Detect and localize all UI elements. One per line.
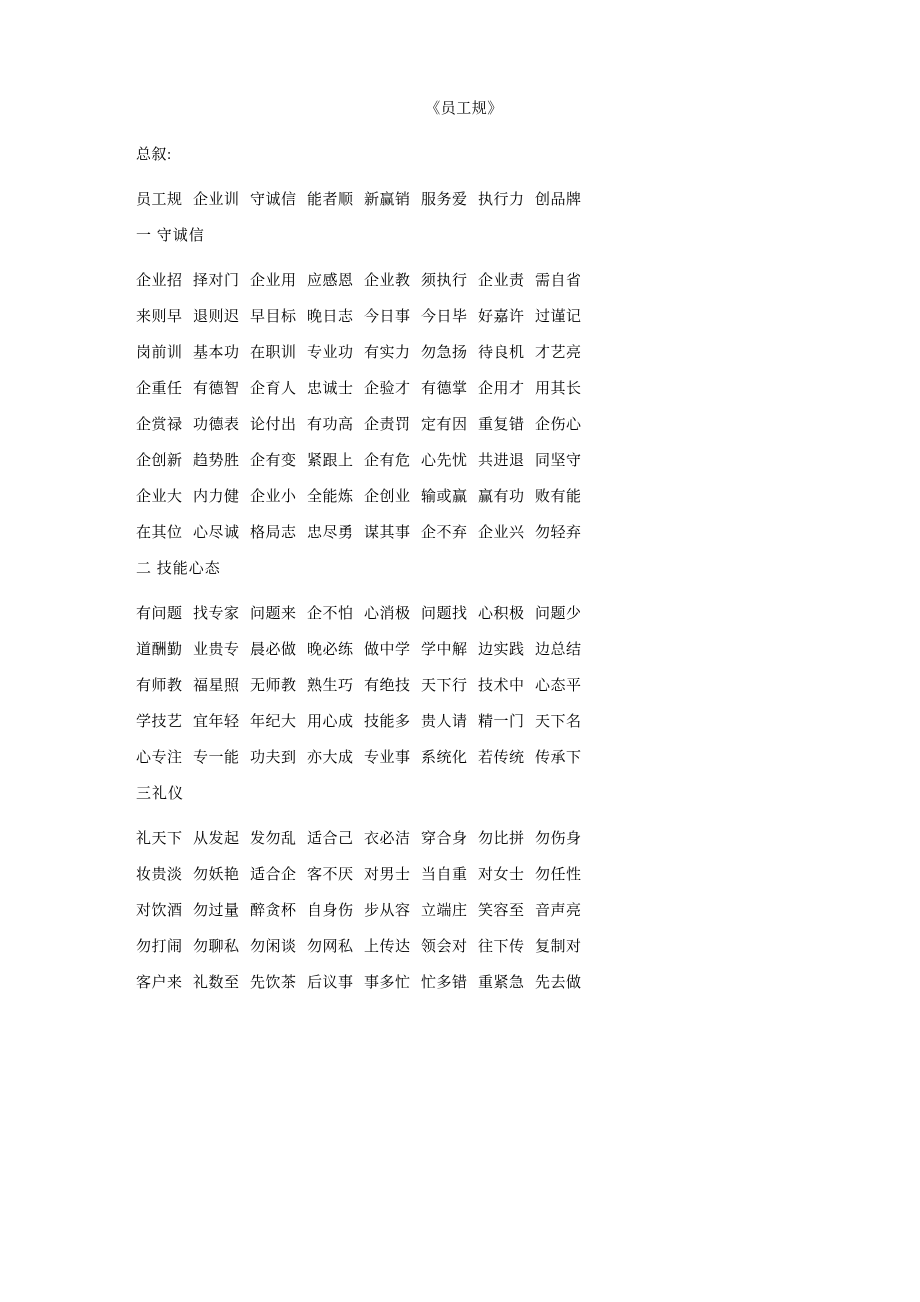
phrase-cell: 赢有功 bbox=[478, 489, 525, 505]
phrase-cell: 对女士 bbox=[478, 867, 525, 883]
phrase-cell: 共进退 bbox=[478, 453, 525, 469]
phrase-cell: 往下传 bbox=[478, 939, 525, 955]
phrase-cell: 员工规 bbox=[136, 192, 183, 208]
phrase-cell: 步从容 bbox=[364, 903, 411, 919]
phrase-cell: 企业大 bbox=[136, 489, 183, 505]
phrase-cell: 企业小 bbox=[250, 489, 297, 505]
phrase-cell: 今日事 bbox=[364, 309, 411, 325]
phrase-cell: 妆贵淡 bbox=[136, 867, 183, 883]
phrase-cell: 心尽诚 bbox=[193, 525, 240, 541]
phrase-cell: 企业用 bbox=[250, 273, 297, 289]
phrase-cell: 企有危 bbox=[364, 453, 411, 469]
phrase-row bbox=[136, 607, 792, 622]
phrase-cell: 来则早 bbox=[136, 309, 183, 325]
phrase-cell: 今日毕 bbox=[421, 309, 468, 325]
phrase-cell: 找专家 bbox=[193, 606, 240, 622]
preface-label: 总叙: bbox=[136, 147, 172, 163]
phrase-cell: 学技艺 bbox=[136, 714, 183, 730]
phrase-cell: 业贵专 bbox=[193, 642, 240, 658]
phrase-row bbox=[136, 904, 792, 919]
phrase-cell: 勿伤身 bbox=[535, 831, 582, 847]
phrase-row bbox=[136, 715, 792, 730]
phrase-cell: 勿过量 bbox=[193, 903, 240, 919]
phrase-cell: 有功高 bbox=[307, 417, 354, 433]
phrase-cell: 学中解 bbox=[421, 642, 468, 658]
phrase-row bbox=[136, 382, 792, 397]
phrase-cell: 企责罚 bbox=[364, 417, 411, 433]
phrase-cell: 无师教 bbox=[250, 678, 297, 694]
phrase-cell: 心先忧 bbox=[421, 453, 468, 469]
phrase-row bbox=[136, 274, 792, 289]
phrase-cell: 笑容至 bbox=[478, 903, 525, 919]
phrase-cell: 复制对 bbox=[535, 939, 582, 955]
phrase-cell: 勿打闹 bbox=[136, 939, 183, 955]
phrase-cell: 企业兴 bbox=[478, 525, 525, 541]
phrase-cell: 在职训 bbox=[250, 345, 297, 361]
phrase-cell: 音声亮 bbox=[535, 903, 582, 919]
phrase-cell: 勿妖艳 bbox=[193, 867, 240, 883]
phrase-cell: 天下行 bbox=[421, 678, 468, 694]
phrase-cell: 专业功 bbox=[307, 345, 354, 361]
section-heading: 一 守诚信 bbox=[136, 228, 205, 244]
section-rows bbox=[136, 607, 792, 766]
phrase-cell: 心专注 bbox=[136, 750, 183, 766]
phrase-cell: 晨必做 bbox=[250, 642, 297, 658]
phrase-cell: 忠尽勇 bbox=[307, 525, 354, 541]
phrase-cell: 企赏禄 bbox=[136, 417, 183, 433]
phrase-cell: 定有因 bbox=[421, 417, 468, 433]
phrase-cell: 熟生巧 bbox=[307, 678, 354, 694]
section-rows bbox=[136, 274, 792, 541]
phrase-cell: 择对门 bbox=[193, 273, 240, 289]
phrase-cell: 晚必练 bbox=[307, 642, 354, 658]
phrase-cell: 事多忙 bbox=[364, 975, 411, 991]
phrase-cell: 格局志 bbox=[250, 525, 297, 541]
phrase-cell: 败有能 bbox=[535, 489, 582, 505]
phrase-cell: 新赢销 bbox=[364, 192, 411, 208]
phrase-cell: 守诚信 bbox=[250, 192, 297, 208]
phrase-cell: 问题来 bbox=[250, 606, 297, 622]
phrase-cell: 客不厌 bbox=[307, 867, 354, 883]
phrase-cell: 有德智 bbox=[193, 381, 240, 397]
phrase-cell: 企验才 bbox=[364, 381, 411, 397]
phrase-cell: 趋势胜 bbox=[193, 453, 240, 469]
phrase-cell: 技能多 bbox=[364, 714, 411, 730]
phrase-cell: 企不弃 bbox=[421, 525, 468, 541]
phrase-cell: 全能炼 bbox=[307, 489, 354, 505]
section-rows bbox=[136, 832, 792, 991]
phrase-cell: 适合己 bbox=[307, 831, 354, 847]
phrase-cell: 企业教 bbox=[364, 273, 411, 289]
phrase-cell: 立端庄 bbox=[421, 903, 468, 919]
phrase-cell: 心态平 bbox=[535, 678, 582, 694]
phrase-cell: 醉贪杯 bbox=[250, 903, 297, 919]
phrase-cell: 有德掌 bbox=[421, 381, 468, 397]
phrase-cell: 勿网私 bbox=[307, 939, 354, 955]
phrase-cell: 在其位 bbox=[136, 525, 183, 541]
phrase-cell: 勿轻弃 bbox=[535, 525, 582, 541]
phrase-cell: 礼天下 bbox=[136, 831, 183, 847]
phrase-cell: 企育人 bbox=[250, 381, 297, 397]
phrase-cell: 贵人请 bbox=[421, 714, 468, 730]
phrase-cell: 天下名 bbox=[535, 714, 582, 730]
phrase-cell: 勿聊私 bbox=[193, 939, 240, 955]
phrase-cell: 勿闲谈 bbox=[250, 939, 297, 955]
phrase-row bbox=[136, 940, 792, 955]
phrase-cell: 精一门 bbox=[478, 714, 525, 730]
phrase-cell: 企用才 bbox=[478, 381, 525, 397]
phrase-cell: 道酬勤 bbox=[136, 642, 183, 658]
phrase-cell: 自身伤 bbox=[307, 903, 354, 919]
phrase-cell: 问题少 bbox=[535, 606, 582, 622]
phrase-row bbox=[136, 346, 792, 361]
phrase-cell: 福星照 bbox=[193, 678, 240, 694]
phrase-cell: 重紧急 bbox=[478, 975, 525, 991]
phrase-cell: 先饮茶 bbox=[250, 975, 297, 991]
phrase-cell: 谋其事 bbox=[364, 525, 411, 541]
phrase-cell: 技术中 bbox=[478, 678, 525, 694]
phrase-cell: 忙多错 bbox=[421, 975, 468, 991]
phrase-row bbox=[136, 679, 792, 694]
phrase-cell: 创品牌 bbox=[535, 192, 582, 208]
section-heading: 三礼仪 bbox=[136, 786, 185, 802]
phrase-cell: 用心成 bbox=[307, 714, 354, 730]
section-heading: 二 技能心态 bbox=[136, 561, 221, 577]
phrase-row bbox=[136, 976, 792, 991]
phrase-cell: 领会对 bbox=[421, 939, 468, 955]
phrase-cell: 有师教 bbox=[136, 678, 183, 694]
phrase-cell: 有实力 bbox=[364, 345, 411, 361]
preface-row bbox=[136, 193, 792, 208]
phrase-cell: 服务爱 bbox=[421, 192, 468, 208]
phrase-row bbox=[136, 526, 792, 541]
phrase-cell: 忠诚士 bbox=[307, 381, 354, 397]
phrase-cell: 勿比拼 bbox=[478, 831, 525, 847]
phrase-cell: 才艺亮 bbox=[535, 345, 582, 361]
phrase-cell: 当自重 bbox=[421, 867, 468, 883]
phrase-cell: 边总结 bbox=[535, 642, 582, 658]
phrase-cell: 应感恩 bbox=[307, 273, 354, 289]
phrase-row bbox=[136, 490, 792, 505]
phrase-cell: 晚日志 bbox=[307, 309, 354, 325]
phrase-cell: 企伤心 bbox=[535, 417, 582, 433]
phrase-cell: 先去做 bbox=[535, 975, 582, 991]
phrase-cell: 有问题 bbox=[136, 606, 183, 622]
phrase-cell: 企业招 bbox=[136, 273, 183, 289]
phrase-cell: 内力健 bbox=[193, 489, 240, 505]
phrase-cell: 企有变 bbox=[250, 453, 297, 469]
phrase-cell: 能者顺 bbox=[307, 192, 354, 208]
phrase-cell: 上传达 bbox=[364, 939, 411, 955]
phrase-cell: 企不怕 bbox=[307, 606, 354, 622]
phrase-cell: 功德表 bbox=[193, 417, 240, 433]
phrase-cell: 企重任 bbox=[136, 381, 183, 397]
phrase-cell: 功夫到 bbox=[250, 750, 297, 766]
phrase-cell: 待良机 bbox=[478, 345, 525, 361]
phrase-row bbox=[136, 832, 792, 847]
phrase-cell: 论付出 bbox=[250, 417, 297, 433]
phrase-cell: 边实践 bbox=[478, 642, 525, 658]
phrase-cell: 退则迟 bbox=[193, 309, 240, 325]
phrase-cell: 亦大成 bbox=[307, 750, 354, 766]
phrase-cell: 发勿乱 bbox=[250, 831, 297, 847]
phrase-cell: 从发起 bbox=[193, 831, 240, 847]
phrase-row bbox=[136, 643, 792, 658]
phrase-cell: 系统化 bbox=[421, 750, 468, 766]
phrase-cell: 早目标 bbox=[250, 309, 297, 325]
page-title: 《员工规》 bbox=[425, 101, 503, 117]
phrase-cell: 勿任性 bbox=[535, 867, 582, 883]
phrase-cell: 企业训 bbox=[193, 192, 240, 208]
phrase-cell: 企业责 bbox=[478, 273, 525, 289]
phrase-cell: 年纪大 bbox=[250, 714, 297, 730]
phrase-cell: 若传统 bbox=[478, 750, 525, 766]
phrase-cell: 宜年轻 bbox=[193, 714, 240, 730]
phrase-cell: 输或赢 bbox=[421, 489, 468, 505]
phrase-cell: 专业事 bbox=[364, 750, 411, 766]
phrase-cell: 对男士 bbox=[364, 867, 411, 883]
phrase-cell: 须执行 bbox=[421, 273, 468, 289]
phrase-row bbox=[136, 868, 792, 883]
phrase-cell: 后议事 bbox=[307, 975, 354, 991]
phrase-cell: 穿合身 bbox=[421, 831, 468, 847]
phrase-cell: 岗前训 bbox=[136, 345, 183, 361]
phrase-cell: 客户来 bbox=[136, 975, 183, 991]
phrase-row bbox=[136, 454, 792, 469]
phrase-row bbox=[136, 418, 792, 433]
phrase-cell: 心消极 bbox=[364, 606, 411, 622]
phrase-cell: 对饮酒 bbox=[136, 903, 183, 919]
phrase-cell: 好嘉许 bbox=[478, 309, 525, 325]
phrase-cell: 传承下 bbox=[535, 750, 582, 766]
phrase-cell: 衣必洁 bbox=[364, 831, 411, 847]
phrase-cell: 问题找 bbox=[421, 606, 468, 622]
phrase-cell: 心积极 bbox=[478, 606, 525, 622]
phrase-cell: 用其长 bbox=[535, 381, 582, 397]
phrase-cell: 过谨记 bbox=[535, 309, 582, 325]
phrase-cell: 紧跟上 bbox=[307, 453, 354, 469]
phrase-cell: 有绝技 bbox=[364, 678, 411, 694]
phrase-cell: 礼数至 bbox=[193, 975, 240, 991]
phrase-row bbox=[136, 751, 792, 766]
phrase-cell: 做中学 bbox=[364, 642, 411, 658]
phrase-cell: 需自省 bbox=[535, 273, 582, 289]
phrase-cell: 重复错 bbox=[478, 417, 525, 433]
phrase-cell: 适合企 bbox=[250, 867, 297, 883]
phrase-cell: 执行力 bbox=[478, 192, 525, 208]
phrase-cell: 基本功 bbox=[193, 345, 240, 361]
phrase-row bbox=[136, 310, 792, 325]
phrase-cell: 同坚守 bbox=[535, 453, 582, 469]
phrase-cell: 勿急扬 bbox=[421, 345, 468, 361]
phrase-cell: 企创新 bbox=[136, 453, 183, 469]
phrase-cell: 专一能 bbox=[193, 750, 240, 766]
phrase-cell: 企创业 bbox=[364, 489, 411, 505]
